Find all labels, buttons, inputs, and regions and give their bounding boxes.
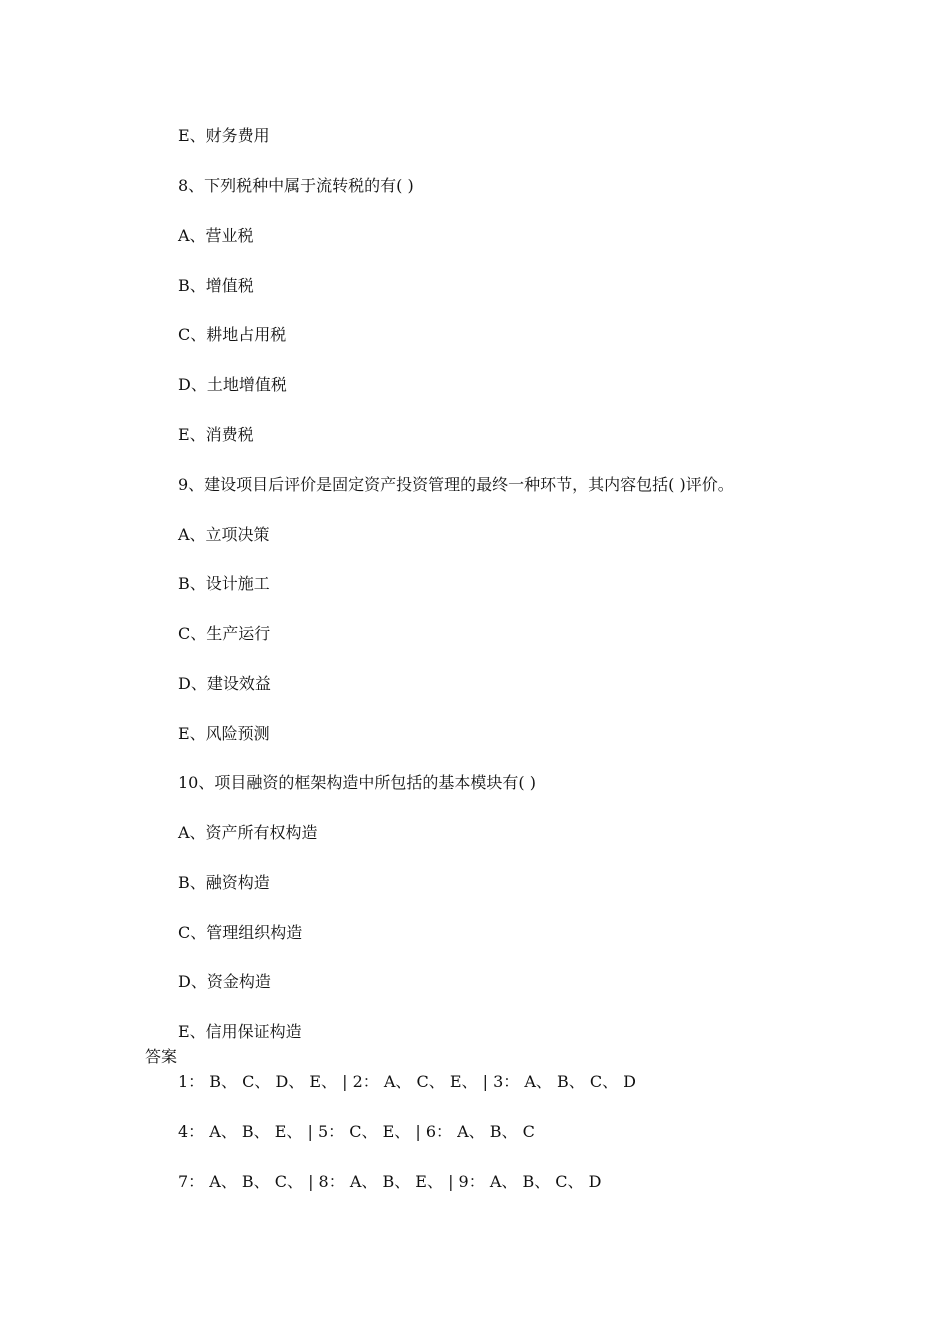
q8-stem: 8、下列税种中属于流转税的有( )	[178, 176, 414, 195]
answers-line-1: 1： B、 C、 D、 E、 | 2： A、 C、 E、 | 3： A、 B、 C、 D	[178, 1072, 636, 1091]
q9-stem: 9、建设项目后评价是固定资产投资管理的最终一种环节，其内容包括( )评价。	[178, 475, 734, 494]
q8-option-a: A、营业税	[178, 226, 254, 245]
q10-option-d: D、资金构造	[178, 972, 271, 991]
q8-option-c: C、耕地占用税	[178, 325, 287, 344]
q8-option-d: D、土地增值税	[178, 375, 287, 394]
q10-option-a: A、资产所有权构造	[178, 823, 318, 842]
answers-heading: 答案	[145, 1047, 178, 1066]
q9-option-c: C、生产运行	[178, 624, 271, 643]
q10-option-b: B、融资构造	[178, 873, 270, 892]
q10-option-c: C、管理组织构造	[178, 923, 303, 942]
q9-option-d: D、建设效益	[178, 674, 271, 693]
q9-option-a: A、立项决策	[178, 525, 270, 544]
q8-option-e: E、消费税	[178, 425, 254, 444]
q7-option-e: E、财务费用	[178, 126, 270, 145]
q9-option-e: E、风险预测	[178, 724, 270, 743]
q10-option-e: E、信用保证构造	[178, 1022, 302, 1041]
answers-line-2: 4： A、 B、 E、 | 5： C、 E、 | 6： A、 B、 C	[178, 1122, 535, 1141]
answers-line-3: 7： A、 B、 C、 | 8： A、 B、 E、 | 9： A、 B、 C、 D	[178, 1172, 602, 1191]
q9-option-b: B、设计施工	[178, 574, 270, 593]
q8-option-b: B、增值税	[178, 276, 254, 295]
q10-stem: 10、项目融资的框架构造中所包括的基本模块有( )	[178, 773, 536, 792]
